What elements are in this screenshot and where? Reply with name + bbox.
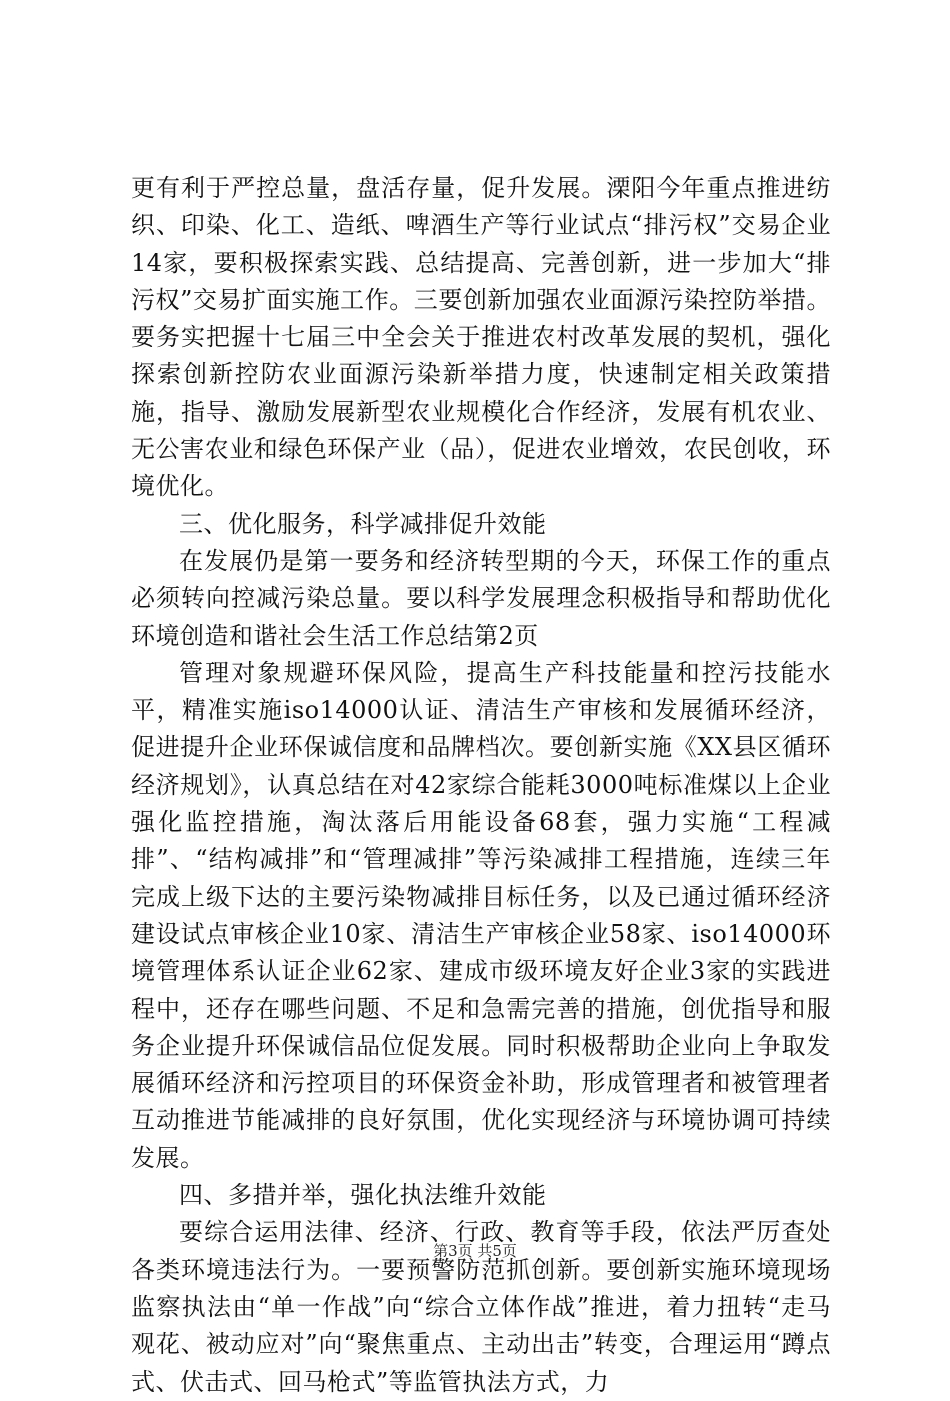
section-heading-4: 四、多措并举，强化执法维升效能 <box>179 1181 547 1210</box>
paragraph-2: 在发展仍是第一要务和经济转型期的今天，环保工作的重点必须转向控减污染总量。要以科学发展理念积极指导和帮助优化环境创造和谐社会生活工作总结第2页 <box>131 546 831 650</box>
paragraph-3: 管理对象规避环保风险，提高生产科技能量和控污技能水平，精准实施iso14000认证、清洁生产审核和发展循环经济，促进提升企业环保诚信度和品牌档次。要创新实施《XX县区循环经济规划》，认真总结在对42家综合能耗3000吨标准煤以上企业强化监控措施，淘汰落后用能设备68套，强力实施“工程减排”、“结构减排”和“管理减排”等污染减排工程措施，连续三年完成上级下达的主要污染物减排目标任务，以及已通过循环经济建设试点审核企业10家、清洁生产审核企业58家、iso14000环境管理体系认证企业62家、建成市级环境友好企业3家的实践进程中，还存在哪些问题、不足和急需完善的措施，创优指导和服务企业提升环保诚信品位促发展。同时积极帮助企业向上争取发展循环经济和污控项目的环保资金补助，形成管理者和被管理者互动推进节能减排的良好氛围，优化实现经济与环境协调可持续发展。 <box>131 658 831 1172</box>
paragraph-1: 更有利于严控总量，盘活存量，促升发展。溧阳今年重点推进纺织、印染、化工、造纸、啤酒生产等行业试点“排污权”交易企业14家，要积极探索实践、总结提高、完善创新，进一步加大“排污权”交易扩面实施工作。三要创新加强农业面源污染控防举措。要务实把握十七届三中全会关于推进农村改革发展的契机，强化探索创新控防农业面源污染新举措力度，快速制定相关政策措施，指导、激励发展新型农业规模化合作经济，发展有机农业、无公害农业和绿色环保产业（品），促进农业增效，农民创收，环境优化。 <box>131 174 831 501</box>
paragraph-4: 要综合运用法律、经济、行政、教育等手段，依法严厉查处各类环境违法行为。一要预警防范抓创新。要创新实施环境现场监察执法由“单一作战”向“综合立体作战”推进，着力扭转“走马观花、被动应对”向“聚焦重点、主动出击”转变，合理运用“蹲点式、伏击式、回马枪式”等监管执法方式，力 <box>131 1218 831 1396</box>
page-number-label: 第3页 共5页 <box>433 1242 517 1260</box>
section-heading-3: 三、优化服务，科学减排促升效能 <box>179 509 547 538</box>
document-body <box>131 170 831 1401</box>
page-footer <box>0 1240 950 1261</box>
